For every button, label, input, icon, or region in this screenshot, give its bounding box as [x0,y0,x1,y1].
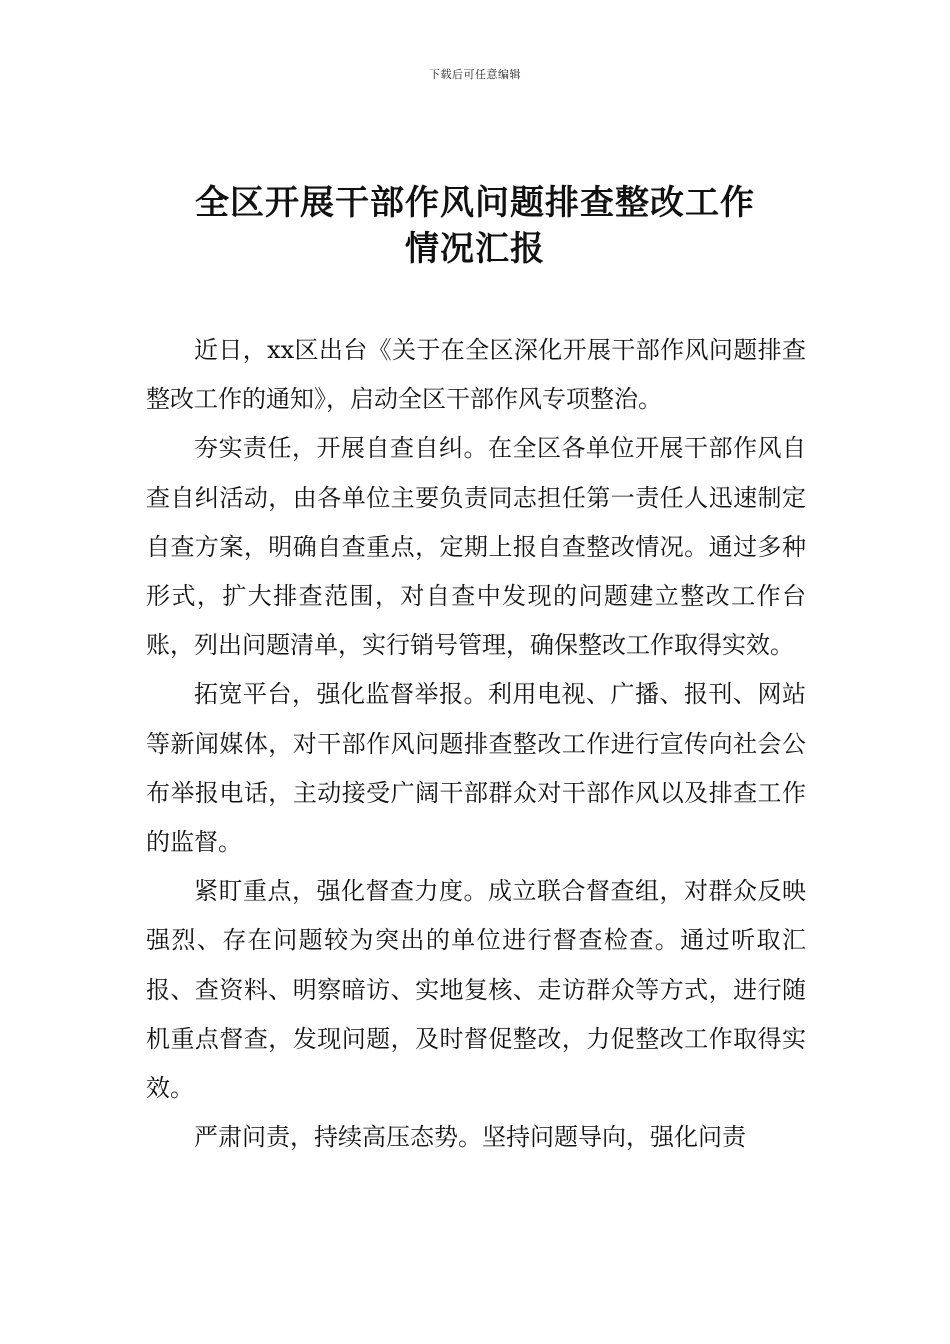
title-line-2: 情况汇报 [405,229,545,269]
paragraph-accountability: 严肃问责，持续高压态势。坚持问题导向，强化问责 [194,1123,746,1152]
paragraph-responsibility: 夯实责任，开展自查自纠。在全区各单位开展干部作风自查自纠活动，由各单位主要负责同志担任第一责任人迅速制定自查方案，明确自查重点，定期上报自查整改情况。通过多种形式，扩大排查范围，对自查中发现的问题建立整改工作台账，列出问题清单，实行销号管理，确保整改工作取得实效。 [146,434,806,660]
paragraph-inspection: 紧盯重点，强化督查力度。成立联合督查组，对群众反映强烈、存在问题较为突出的单位进行督查检查。通过听取汇报、查资料、明察暗访、实地复核、走访群众等方式，进行随机重点督查，发现问题，及时督促整改，力促整改工作取得实效。 [146,877,806,1103]
title-line-1: 全区开展干部作风问题排查整改工作 [195,183,755,223]
document-body [146,326,806,1162]
header-note: 下载后可任意编辑 [429,68,521,81]
document-title [0,180,950,272]
paragraph-intro: 近日，xx区出台《关于在全区深化开展干部作风问题排查整改工作的通知》，启动全区干部作风专项整治。 [146,336,806,414]
paragraph-supervision: 拓宽平台，强化监督举报。利用电视、广播、报刊、网站等新闻媒体，对干部作风问题排查整改工作进行宣传向社会公布举报电话，主动接受广阔干部群众对干部作风以及排查工作的监督。 [146,680,806,857]
